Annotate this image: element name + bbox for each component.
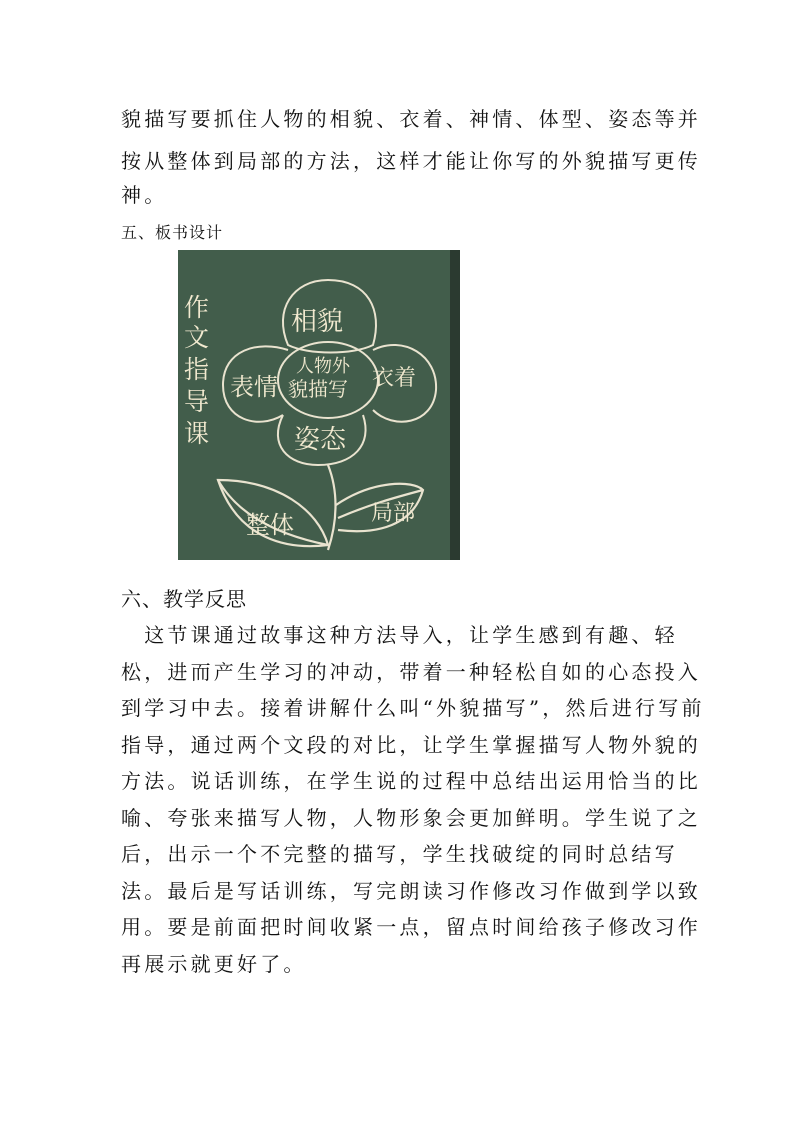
reflection-line: 到学习中去。接着讲解什么叫“外貌描写”，然后进行写前 [121,696,705,720]
reflection-line: 松，进而产生学习的冲动，带着一种轻松自如的心态投入 [121,660,701,684]
board-title-char: 文 [184,323,210,352]
board-title-char: 课 [184,419,210,448]
section-heading-reflection: 六、教学反思 [121,587,247,611]
reflection-line: 喻、夸张来描写人物，人物形象会更加鲜明。学生说了之 [121,806,701,830]
reflection-line: 指导，通过两个文段的对比，让学生掌握描写人物外貌的 [121,733,701,757]
petal-label-bottom: 姿态 [294,425,347,455]
paragraph-line: 神。 [121,183,168,207]
petal-label-right: 衣着 [372,366,417,391]
blackboard-photo [178,250,460,560]
board-title-char: 导 [184,387,210,416]
reflection-line: 用。要是前面把时间收紧一点，留点时间给孩子修改习作 [121,915,701,939]
board-title-char: 作 [184,293,210,322]
leaf-label-right: 局部 [371,501,416,526]
paragraph-line: 按从整体到局部的方法，这样才能让你写的外貌描写更传 [121,149,701,173]
petal-label-left: 表情 [230,373,278,401]
reflection-line: 再展示就更好了。 [121,952,307,976]
leaf-label-left: 整体 [246,511,294,539]
paragraph-line: 貌描写要抓住人物的相貌、衣着、神情、体型、姿态等并 [121,107,701,131]
reflection-line: 方法。说话训练，在学生说的过程中总结出运用恰当的比 [121,769,701,793]
section-heading-board-design: 五、板书设计 [121,223,224,242]
reflection-line: 这节课通过故事这种方法导入，让学生感到有趣、轻 [121,623,678,647]
reflection-line: 法。最后是写话训练，写完朗读习作修改习作做到学以致 [121,879,701,903]
board-title-char: 指 [184,355,210,384]
petal-label-top: 相貌 [291,307,344,337]
center-label-line1: 人物外 [296,356,350,377]
center-label-line2: 貌描写 [288,377,348,401]
blackboard-drawing [178,250,460,560]
reflection-line: 后，出示一个不完整的描写，学生找破绽的同时总结写 [121,842,678,866]
